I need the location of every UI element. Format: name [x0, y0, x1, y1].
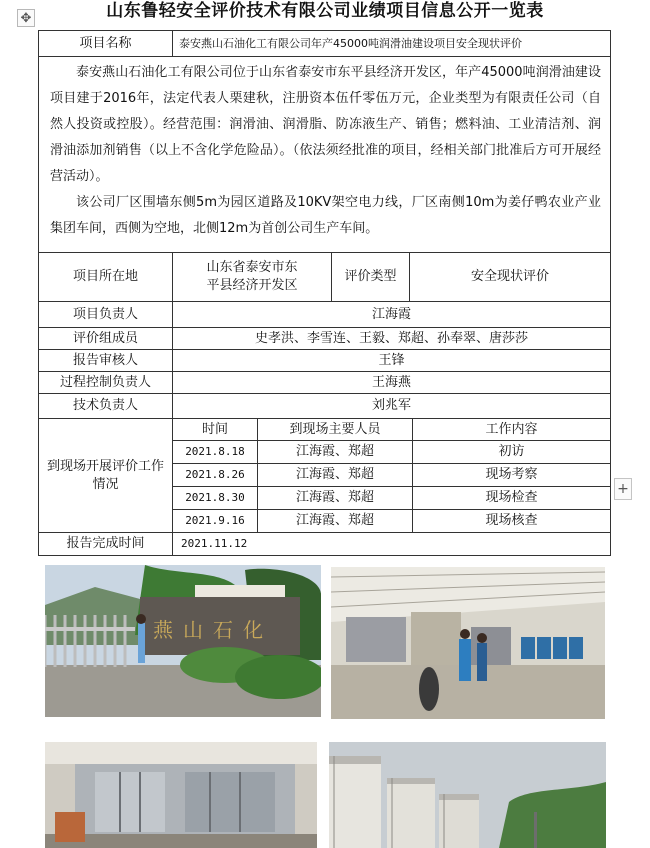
- members-value: 史孝洪、李雪连、王毅、郑超、孙奉翠、唐莎莎: [173, 328, 610, 350]
- site-row-task: 现场检查: [413, 487, 610, 510]
- site-row-staff: 江海霞、郑超: [258, 464, 413, 487]
- photo-storage-tanks: [329, 742, 606, 848]
- page-title: 山东鲁轻安全评价技术有限公司业绩项目信息公开一览表: [106, 1, 544, 21]
- photo-filling-line: [45, 742, 317, 848]
- table-move-handle-icon[interactable]: ✥: [17, 9, 35, 27]
- process-control-label: 过程控制负责人: [39, 372, 173, 394]
- leader-label: 项目负责人: [39, 302, 173, 328]
- site-row-task: 现场核查: [413, 510, 610, 533]
- site-row-staff: 江海霞、郑超: [258, 441, 413, 464]
- site-row-date: 2021.8.26: [173, 464, 258, 487]
- process-control-value: 王海燕: [173, 372, 610, 394]
- description-paragraph: 该公司厂区围墙东侧5m为园区道路及10KV架空电力线，厂区南侧10m为姜仔鸭农业产业集团车间，西侧为空地，北侧12m为首创公司生产车间。: [50, 195, 601, 236]
- site-row-date: 2021.8.30: [173, 487, 258, 510]
- location-value: 山东省泰安市东平县经济开发区: [173, 253, 332, 302]
- site-row-date: 2021.8.18: [173, 441, 258, 464]
- eval-type-value: 安全现状评价: [410, 253, 610, 302]
- leader-value: 江海霞: [173, 302, 610, 328]
- photo-factory-gate: [45, 565, 321, 717]
- company-description: [38, 56, 611, 252]
- photo-workshop-interior: [331, 567, 605, 719]
- site-row-date: 2021.9.16: [173, 510, 258, 533]
- report-done-value: 2021.11.12: [181, 537, 248, 550]
- site-row-task: 初访: [413, 441, 610, 464]
- reviewer-value: 王锋: [173, 350, 610, 372]
- site-row-staff: 江海霞、郑超: [258, 487, 413, 510]
- technical-value: 刘兆军: [173, 394, 610, 419]
- report-done-label: 报告完成时间: [39, 533, 173, 555]
- add-column-icon[interactable]: +: [614, 478, 632, 500]
- site-header-task: 工作内容: [413, 419, 610, 441]
- site-header-staff: 到现场主要人员: [258, 419, 413, 441]
- location-label: 项目所在地: [39, 253, 173, 302]
- project-name-value: 泰安燕山石油化工有限公司年产45000吨润滑油建设项目安全现状评价: [173, 31, 610, 57]
- description-paragraph: 泰安燕山石油化工有限公司位于山东省泰安市东平县经济开发区，年产45000吨润滑油建设项目建于2016年，法定代表人栗建秋，注册资本伍仟零伍万元，企业类型为有限责任公司（自然人投资或控股）。经营范围：润滑油、润滑脂、防冻液生产、销售；燃料油、工业清洁剂、润滑油添加剂销售（以上不含化学危险品）。（依法须经批准的项目，经相关部门批准后方可开展经营活动）。: [50, 65, 601, 184]
- technical-label: 技术负责人: [39, 394, 173, 419]
- project-name-label: 项目名称: [39, 31, 173, 57]
- members-label: 评价组成员: [39, 328, 173, 350]
- site-row-staff: 江海霞、郑超: [258, 510, 413, 533]
- site-work-label: 到现场开展评价工作情况: [39, 419, 173, 533]
- site-row-task: 现场考察: [413, 464, 610, 487]
- reviewer-label: 报告审核人: [39, 350, 173, 372]
- gate-sign-text: 燕山石化: [153, 618, 273, 642]
- site-header-date: 时间: [173, 419, 258, 441]
- eval-type-label: 评价类型: [332, 253, 410, 302]
